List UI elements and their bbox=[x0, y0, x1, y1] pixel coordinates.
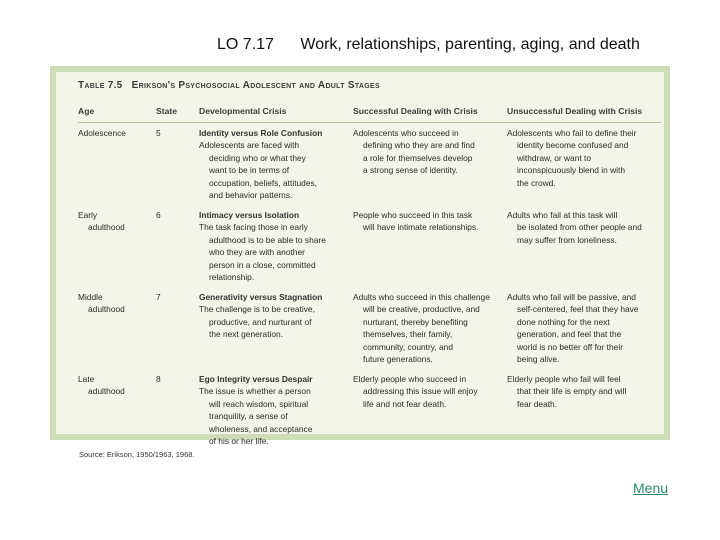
unsuccessful-text-line: Elderly people who fail will feel bbox=[507, 373, 621, 384]
slide-header bbox=[217, 36, 640, 54]
cell-unsuccessful bbox=[507, 287, 661, 369]
crisis-description-line: who they are with another bbox=[209, 247, 305, 257]
crisis-name: Intimacy versus Isolation bbox=[199, 209, 300, 220]
table-row bbox=[78, 122, 661, 205]
cell-developmental-crisis bbox=[199, 205, 353, 287]
cell-unsuccessful bbox=[507, 122, 661, 205]
age-text: adulthood bbox=[88, 222, 125, 232]
successful-text-line: Adults who succeed in this challenge bbox=[353, 291, 490, 302]
learning-objective-code: LO 7.17 bbox=[217, 36, 274, 53]
unsuccessful-text-line: Adolescents who fail to define their bbox=[507, 127, 637, 138]
table-caption bbox=[78, 80, 664, 91]
crisis-description-line: adulthood is to be able to share bbox=[209, 234, 326, 245]
cell-successful bbox=[353, 205, 507, 287]
state-number: 8 bbox=[156, 373, 161, 384]
column-header-age: Age bbox=[78, 105, 156, 122]
column-header-crisis: Developmental Crisis bbox=[199, 105, 353, 122]
unsuccessful-text-line: being alive. bbox=[517, 354, 560, 364]
age-text: Middle bbox=[78, 291, 103, 302]
unsuccessful-text-line: world is no better off for their bbox=[517, 341, 623, 352]
crisis-description-line: The issue is whether a person bbox=[199, 386, 311, 396]
cell-successful bbox=[353, 287, 507, 369]
crisis-description-line: the next generation. bbox=[209, 329, 284, 339]
cell-age bbox=[78, 369, 156, 451]
crisis-description-line: wholeness, and acceptance bbox=[209, 423, 313, 434]
cell-age bbox=[78, 122, 156, 205]
age-text: Early bbox=[78, 209, 98, 220]
cell-unsuccessful bbox=[507, 205, 661, 287]
crisis-name: Ego Integrity versus Despair bbox=[199, 373, 313, 384]
unsuccessful-text-line: self-centered, feel that they have bbox=[517, 304, 639, 314]
successful-text-line: defining who they are and find bbox=[363, 140, 475, 150]
cell-age bbox=[78, 205, 156, 287]
table-row bbox=[78, 287, 661, 369]
crisis-description-line: tranquility, a sense of bbox=[209, 411, 288, 421]
unsuccessful-text-line: identity become confused and bbox=[517, 140, 629, 150]
cell-successful bbox=[353, 369, 507, 451]
successful-text-line: life and not fear death. bbox=[363, 398, 447, 409]
unsuccessful-text-line: done nothing for the next bbox=[517, 316, 610, 327]
unsuccessful-text-line: the crowd. bbox=[517, 177, 556, 188]
successful-text-line: themselves, their family, bbox=[363, 329, 453, 339]
unsuccessful-text-line: generation, and feel that the bbox=[517, 329, 622, 339]
age-text: adulthood bbox=[88, 386, 125, 396]
column-header-successful: Successful Dealing with Crisis bbox=[353, 105, 507, 122]
crisis-description-line: productive, and nurturant of bbox=[209, 316, 312, 327]
unsuccessful-text-line: withdraw, or want to bbox=[517, 152, 592, 163]
crisis-description-line: and behavior patterns. bbox=[209, 190, 293, 200]
cell-state bbox=[156, 122, 199, 205]
crisis-description-line: occupation, beliefs, attitudes, bbox=[209, 177, 318, 188]
unsuccessful-text-line: may suffer from loneliness. bbox=[517, 234, 617, 245]
unsuccessful-text-line: fear death. bbox=[517, 398, 558, 409]
crisis-description-line: The challenge is to be creative, bbox=[199, 304, 315, 314]
cell-state bbox=[156, 205, 199, 287]
crisis-name: Generativity versus Stagnation bbox=[199, 291, 323, 302]
cell-successful bbox=[353, 122, 507, 205]
unsuccessful-text-line: inconspicuously blend in with bbox=[517, 165, 626, 175]
age-text: Adolescence bbox=[78, 127, 126, 138]
menu-link[interactable]: Menu bbox=[633, 480, 669, 496]
successful-text-line: future generations. bbox=[363, 354, 433, 364]
cell-developmental-crisis bbox=[199, 122, 353, 205]
successful-text-line: nurturant, thereby benefiting bbox=[363, 316, 468, 327]
column-header-unsuccessful: Unsuccessful Dealing with Crisis bbox=[507, 105, 661, 122]
unsuccessful-text-line: be isolated from other people and bbox=[517, 222, 642, 232]
crisis-name: Identity versus Role Confusion bbox=[199, 127, 323, 138]
age-text: Late bbox=[78, 373, 95, 384]
table-row bbox=[78, 205, 661, 287]
crisis-description-line: deciding who or what they bbox=[209, 152, 306, 163]
unsuccessful-text-line: Adults who fail at this task will bbox=[507, 209, 618, 220]
cell-unsuccessful bbox=[507, 369, 661, 451]
unsuccessful-text-line: that their life is empty and will bbox=[517, 386, 627, 396]
cell-state bbox=[156, 287, 199, 369]
age-text: adulthood bbox=[88, 304, 125, 314]
successful-text-line: Adolescents who succeed in bbox=[353, 127, 459, 138]
stages-table bbox=[78, 105, 661, 451]
table-number: Table 7.5 bbox=[78, 80, 123, 91]
crisis-description-line: Adolescents are faced with bbox=[199, 140, 300, 150]
cell-age bbox=[78, 287, 156, 369]
table-header-row bbox=[78, 105, 661, 122]
successful-text-line: community, country, and bbox=[363, 341, 453, 352]
state-number: 6 bbox=[156, 209, 161, 220]
successful-text-line: will be creative, productive, and bbox=[363, 304, 480, 314]
successful-text-line: People who succeed in this task bbox=[353, 209, 473, 220]
crisis-description-line: will reach wisdom, spiritual bbox=[209, 398, 309, 409]
cell-developmental-crisis bbox=[199, 369, 353, 451]
erikson-table-figure bbox=[50, 66, 670, 446]
state-number: 5 bbox=[156, 127, 161, 138]
crisis-description-line: relationship. bbox=[209, 272, 255, 282]
cell-developmental-crisis bbox=[199, 287, 353, 369]
table-source-note: Source: Erikson, 1950/1963, 1968. bbox=[79, 450, 195, 459]
unsuccessful-text-line: Adults who fail will be passive, and bbox=[507, 291, 636, 302]
slide-title: Work, relationships, parenting, aging, and death bbox=[300, 36, 640, 53]
crisis-description-line: The task facing those in early bbox=[199, 222, 308, 232]
state-number: 7 bbox=[156, 291, 161, 302]
table-title: Erikson's Psychosocial Adolescent and Adult Stages bbox=[131, 80, 380, 91]
crisis-description-line: person in a close, committed bbox=[209, 259, 316, 270]
successful-text-line: addressing this issue will enjoy bbox=[363, 386, 478, 396]
successful-text-line: Elderly people who succeed in bbox=[353, 373, 467, 384]
crisis-description-line: of his or her life. bbox=[209, 436, 269, 446]
successful-text-line: a strong sense of identity. bbox=[363, 165, 458, 175]
successful-text-line: will have intimate relationships. bbox=[363, 222, 479, 232]
table-panel bbox=[56, 72, 664, 446]
column-header-state: State bbox=[156, 105, 199, 122]
crisis-description-line: want to be in terms of bbox=[209, 165, 290, 175]
cell-state bbox=[156, 369, 199, 451]
successful-text-line: a role for themselves develop bbox=[363, 152, 473, 163]
table-body bbox=[78, 122, 661, 451]
table-row bbox=[78, 369, 661, 451]
